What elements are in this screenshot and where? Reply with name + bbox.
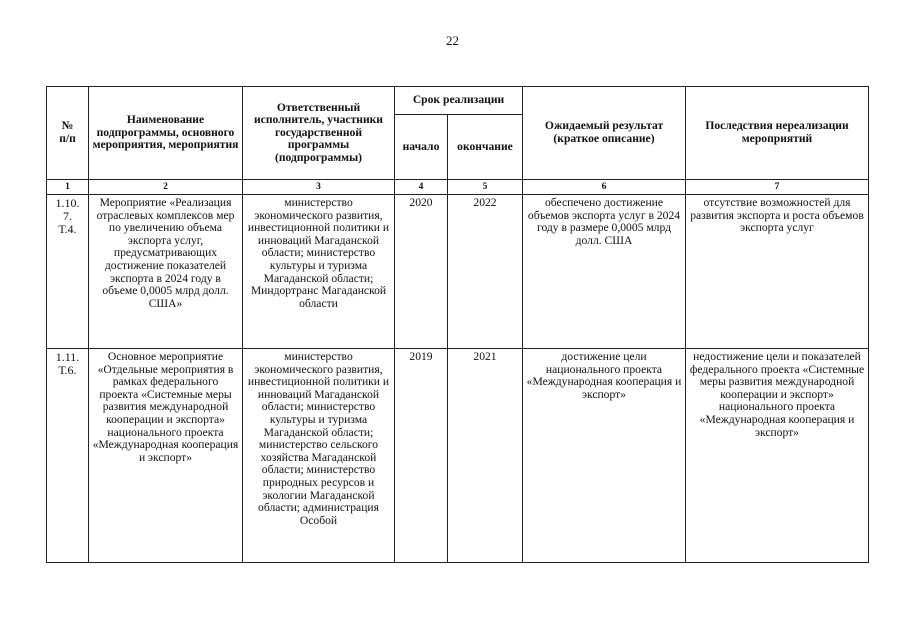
column-numbers-row — [47, 180, 869, 195]
header-name: Наименование подпрограммы, основного мероприятия, мероприятия — [89, 87, 243, 180]
column-number: 5 — [448, 180, 523, 195]
row-consequence: недостижение цели и показателей федерального проекта «Системные меры развития международной кооперации и экспорт» национального проекта «Международная кооперация и экспорт» — [686, 349, 869, 563]
column-number: 7 — [686, 180, 869, 195]
row-number: 1.10. 7. Т.4. — [47, 195, 89, 349]
table-row — [47, 195, 869, 349]
column-number: 3 — [243, 180, 395, 195]
program-table — [46, 86, 869, 563]
header-end: окончание — [448, 115, 523, 180]
header-result: Ожидаемый результат (краткое описание) — [523, 87, 686, 180]
column-number: 2 — [89, 180, 243, 195]
row-number: 1.11. Т.6. — [47, 349, 89, 563]
column-number: 6 — [523, 180, 686, 195]
column-number: 4 — [395, 180, 448, 195]
row-start: 2019 — [395, 349, 448, 563]
header-period: Срок реализации — [395, 87, 523, 115]
header-start: начало — [395, 115, 448, 180]
row-exec: министерство экономического развития, инвестиционной политики и инноваций Магаданской области; министерство культуры и туризма Магаданской области; Миндортранс Магаданской области — [243, 195, 395, 349]
header-consequence: Последствия нереализации мероприятий — [686, 87, 869, 180]
row-end: 2021 — [448, 349, 523, 563]
header-num: № п/п — [47, 87, 89, 180]
header-row-1 — [47, 87, 869, 115]
row-start: 2020 — [395, 195, 448, 349]
row-result: достижение цели национального проекта «Международная кооперация и экспорт» — [523, 349, 686, 563]
table-row — [47, 349, 869, 563]
row-name: Основное мероприятие «Отдельные мероприятия в рамках федерального проекта «Системные меры развития международной кооперации и экспорта» национального проекта «Международная кооперация и экспорт» — [89, 349, 243, 563]
row-end: 2022 — [448, 195, 523, 349]
row-consequence: отсутствие возможностей для развития экспорта и роста объемов экспорта услуг — [686, 195, 869, 349]
row-exec: министерство экономического развития, инвестиционной политики и инноваций Магаданской области; министерство культуры и туризма Магаданской области; министерство сельского хозяйства Магаданской области; министерство природных ресурсов и экологии Магаданской области; администрация Особой — [243, 349, 395, 563]
header-exec: Ответственный исполнитель, участники государственной программы (подпрограммы) — [243, 87, 395, 180]
page-number: 22 — [446, 33, 459, 48]
row-name: Мероприятие «Реализация отраслевых комплексов мер по увеличению объема экспорта услуг, предусматривающих достижение показателей экспорта в 2024 году в объеме 0,0005 млрд долл. США» — [89, 195, 243, 349]
row-result: обеспечено достижение объемов экспорта услуг в 2024 году в размере 0,0005 млрд долл. США — [523, 195, 686, 349]
column-number: 1 — [47, 180, 89, 195]
